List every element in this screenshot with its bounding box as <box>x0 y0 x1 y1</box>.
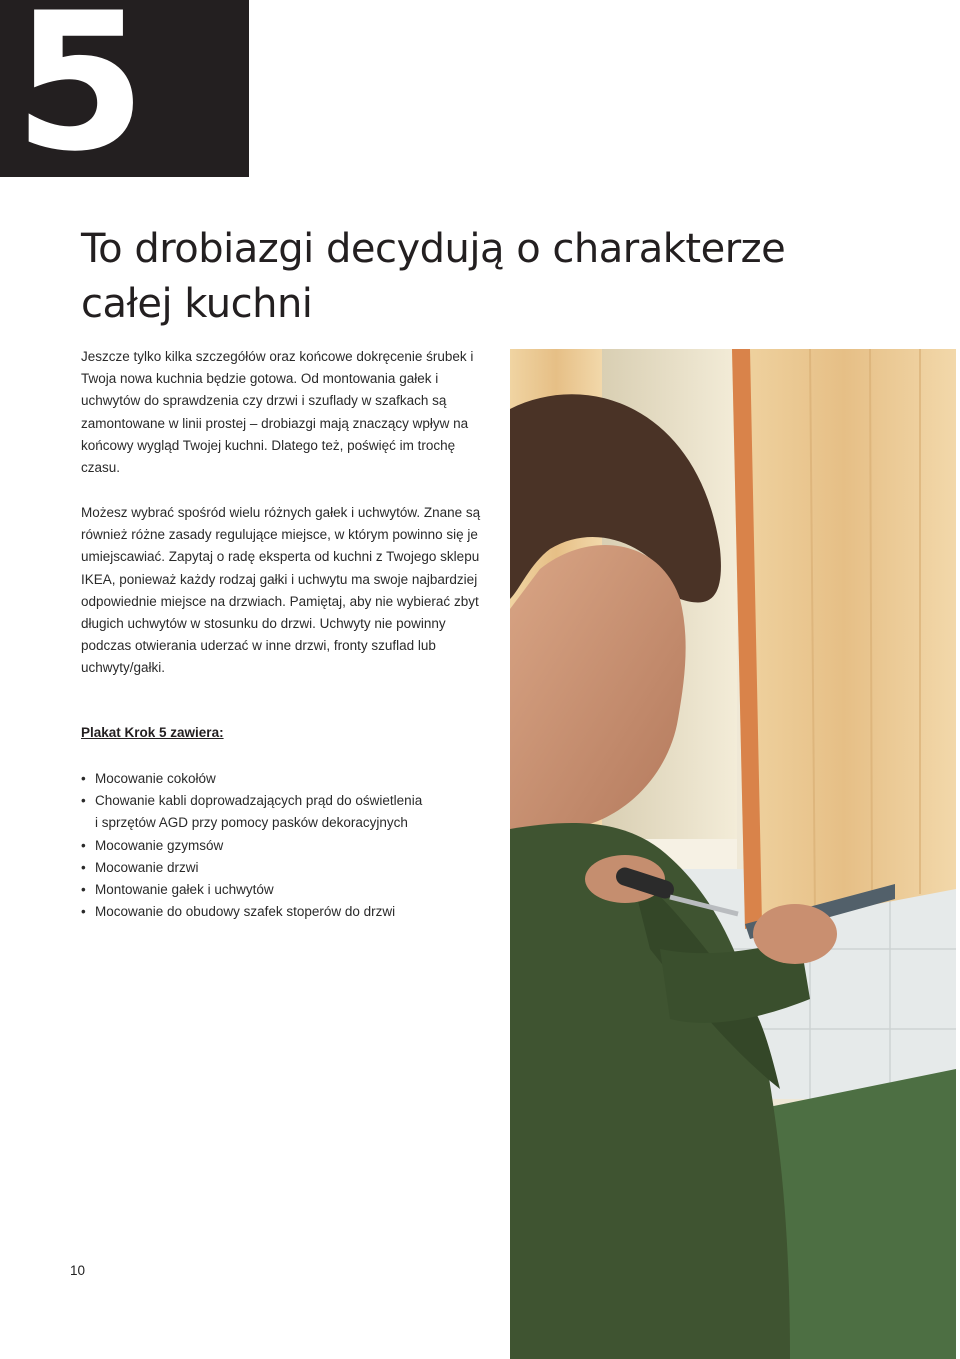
intro-paragraph: Jeszcze tylko kilka szczegółów oraz końcowe dokręcenie śrubek i Twoja nowa kuchnia będzie gotowa. Od montowania gałek i uchwytów do sprawdzenia czy drzwi i szuflady w szafkach są zamontowane w linii prostej – drobiazgi mają znaczący wpływ na końcowy wygląd Twojej kuchni. Dlatego też, poświęć im trochę czasu. <box>81 349 474 476</box>
list-item: • Chowanie kabli doprowadzających prąd do oświetlenia <box>81 790 491 812</box>
page-number: 10 <box>70 1263 86 1278</box>
page-title: To drobiazgi decydują o charakterze całej kuchni <box>81 226 786 327</box>
handles-paragraph: Możesz wybrać spośród wielu różnych gałek i uchwytów. Znane są również różne zasady regulujące miejsce, w którym powinno się je umiejscawiać. Zapytaj o radę eksperta od kuchni z Twojego sklepu IKEA, ponieważ każdy rodzaj gałki i uchwytu ma swoje najbardziej odpowiednie miejsce na drzwiach. Pamiętaj, aby nie wybierać zbyt długich uchwytów w stosunku do drzwi. Uchwyty nie powinny podczas otwierania uderzać w inne drzwi, fronty szuflad lub uchwyty/gałki. <box>81 505 481 676</box>
poster-heading: Plakat Krok 5 zawiera: <box>81 725 224 740</box>
list-item: • Mocowanie gzymsów <box>81 835 491 857</box>
photo-woman-adjusting-cabinet-door <box>510 349 956 1359</box>
list-item: • Montowanie gałek i uchwytów <box>81 879 491 901</box>
list-item: • Mocowanie cokołów <box>81 768 491 790</box>
poster-contents-list <box>81 768 491 923</box>
step-number: 5 <box>14 0 141 193</box>
list-item: • Mocowanie drzwi <box>81 857 491 879</box>
list-item: • Mocowanie do obudowy szafek stoperów do drzwi <box>81 901 491 923</box>
step-number-box <box>0 0 249 193</box>
list-item-continuation: i sprzętów AGD przy pomocy pasków dekoracyjnych <box>95 815 408 831</box>
